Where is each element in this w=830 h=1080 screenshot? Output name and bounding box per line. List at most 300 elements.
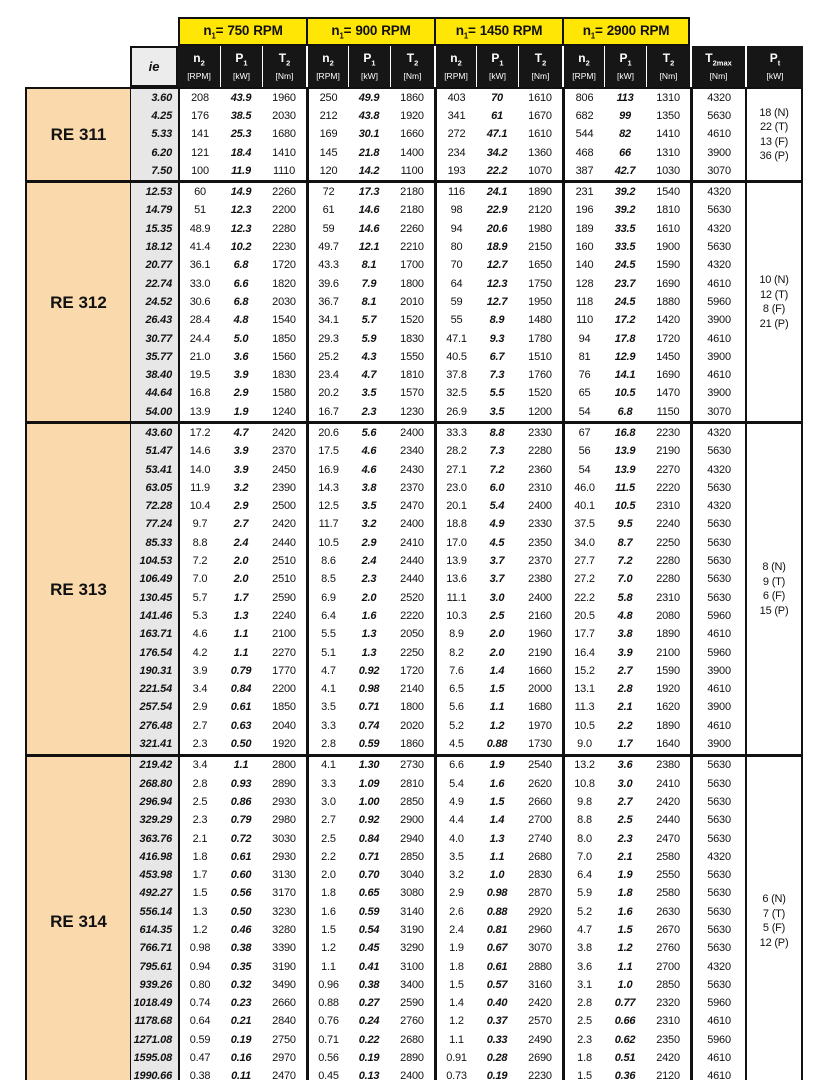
p1-value: 0.23 xyxy=(220,995,262,1013)
n2-value: 0.59 xyxy=(178,1031,220,1049)
n2-value: 0.38 xyxy=(178,1068,220,1080)
n2-value: 2.5 xyxy=(306,830,348,848)
column-header-p1-symbol xyxy=(477,52,518,69)
t2-value: 1520 xyxy=(390,312,434,330)
t2-value: 2930 xyxy=(262,848,306,866)
p1-value: 14.1 xyxy=(604,366,646,384)
n2-value: 4.0 xyxy=(434,830,476,848)
p1-value: 0.71 xyxy=(348,848,390,866)
p1-value: 1.9 xyxy=(476,754,518,775)
ie-value: 85.33 xyxy=(130,534,178,552)
t2max-value: 4610 xyxy=(690,275,745,293)
t2-value: 1820 xyxy=(262,275,306,293)
t2-value: 2900 xyxy=(390,812,434,830)
ie-value: 296.94 xyxy=(130,793,178,811)
t2max-value: 4320 xyxy=(690,257,745,275)
symbol-subscript: 2 xyxy=(329,58,334,68)
n2-value: 94 xyxy=(562,330,604,348)
p1-value: 0.38 xyxy=(220,940,262,958)
t2-value: 2370 xyxy=(262,443,306,461)
pt-value-line: 13 (F) xyxy=(759,135,789,148)
n2-value: 23.0 xyxy=(434,479,476,497)
n2-value: 341 xyxy=(434,107,476,125)
p1-value: 0.37 xyxy=(476,1013,518,1031)
t2-value: 2080 xyxy=(646,607,690,625)
t2max-value: 4610 xyxy=(690,1013,745,1031)
data-row xyxy=(25,180,803,201)
t2-value: 2310 xyxy=(646,589,690,607)
p1-value: 11.9 xyxy=(220,162,262,180)
data-row xyxy=(25,107,803,125)
t2-value: 2100 xyxy=(646,644,690,662)
t2max-value: 3070 xyxy=(690,162,745,180)
symbol-subscript: 1 xyxy=(243,58,248,68)
data-row xyxy=(25,498,803,516)
t2-value: 2580 xyxy=(646,885,690,903)
column-header-p1 xyxy=(220,46,262,87)
p1-value: 3.7 xyxy=(476,571,518,589)
t2max-value: 5630 xyxy=(690,940,745,958)
t2-value: 3160 xyxy=(518,976,562,994)
t2-value: 1690 xyxy=(646,366,690,384)
t2-value: 1620 xyxy=(646,699,690,717)
t2-value: 2030 xyxy=(262,293,306,311)
p1-value: 1.3 xyxy=(476,830,518,848)
n2-value: 28.4 xyxy=(178,312,220,330)
p1-value: 1.0 xyxy=(476,866,518,884)
t2-value: 2690 xyxy=(518,1049,562,1067)
p1-value: 0.59 xyxy=(348,735,390,753)
p1-value: 0.62 xyxy=(604,1031,646,1049)
n2-value: 26.9 xyxy=(434,403,476,421)
t2-value: 2260 xyxy=(390,220,434,238)
n2-value: 2.6 xyxy=(434,903,476,921)
t2-value: 1810 xyxy=(390,366,434,384)
p1-value: 0.79 xyxy=(220,812,262,830)
t2-value: 2330 xyxy=(518,516,562,534)
ie-value: 221.54 xyxy=(130,681,178,699)
p1-value: 3.7 xyxy=(476,552,518,570)
p1-value: 4.6 xyxy=(348,461,390,479)
p1-value: 1.1 xyxy=(220,626,262,644)
t2-value: 1810 xyxy=(646,202,690,220)
p1-value: 2.9 xyxy=(220,385,262,403)
n2-value: 7.6 xyxy=(434,662,476,680)
p1-value: 3.0 xyxy=(476,589,518,607)
p1-value: 24.5 xyxy=(604,293,646,311)
p1-value: 24.5 xyxy=(604,257,646,275)
column-header-p1-unit: [kW] xyxy=(233,70,250,81)
n2-value: 2.9 xyxy=(434,885,476,903)
ie-value: 63.05 xyxy=(130,479,178,497)
p1-value: 82 xyxy=(604,126,646,144)
n2-value: 208 xyxy=(178,87,220,107)
t2-value: 1680 xyxy=(518,699,562,717)
p1-value: 5.6 xyxy=(348,421,390,442)
column-header-n2-unit: [RPM] xyxy=(316,70,340,81)
t2max-value: 4320 xyxy=(690,421,745,442)
p1-value: 7.3 xyxy=(476,366,518,384)
n2-value: 118 xyxy=(562,293,604,311)
p1-value: 0.88 xyxy=(476,903,518,921)
t2-value: 3400 xyxy=(390,976,434,994)
p1-value: 8.7 xyxy=(604,534,646,552)
p1-value: 1.6 xyxy=(348,607,390,625)
p1-value: 2.3 xyxy=(348,403,390,421)
ie-value: 614.35 xyxy=(130,921,178,939)
n2-value: 140 xyxy=(562,257,604,275)
t2-value: 1580 xyxy=(262,385,306,403)
n2-value: 80 xyxy=(434,238,476,256)
n2-value: 81 xyxy=(562,348,604,366)
data-row xyxy=(25,293,803,311)
p1-value: 2.9 xyxy=(348,534,390,552)
t2-value: 3100 xyxy=(390,958,434,976)
column-header-pt-symbol xyxy=(747,52,803,69)
p1-value: 1.09 xyxy=(348,775,390,793)
column-header-n2-symbol xyxy=(564,52,604,69)
t2-value: 1980 xyxy=(518,220,562,238)
n2-value: 1.1 xyxy=(434,1031,476,1049)
p1-value: 2.0 xyxy=(476,644,518,662)
symbol-text: P xyxy=(235,51,244,66)
p1-value: 33.5 xyxy=(604,238,646,256)
p1-value: 18.4 xyxy=(220,144,262,162)
n2-value: 59 xyxy=(434,293,476,311)
ie-value: 329.29 xyxy=(130,812,178,830)
data-row xyxy=(25,534,803,552)
n2-value: 3.3 xyxy=(306,775,348,793)
t2-value: 2880 xyxy=(518,958,562,976)
p1-value: 6.6 xyxy=(220,275,262,293)
t2-value: 2410 xyxy=(390,534,434,552)
n2-value: 20.2 xyxy=(306,385,348,403)
ie-value: 795.61 xyxy=(130,958,178,976)
p1-value: 0.46 xyxy=(220,921,262,939)
p1-value: 39.2 xyxy=(604,202,646,220)
n2-value: 1.5 xyxy=(178,885,220,903)
n2-value: 100 xyxy=(178,162,220,180)
n2-value: 11.1 xyxy=(434,589,476,607)
column-header-p1-symbol xyxy=(605,52,646,69)
t2-value: 2020 xyxy=(390,717,434,735)
t2-value: 3030 xyxy=(262,830,306,848)
p1-value: 0.22 xyxy=(348,1031,390,1049)
t2max-value: 5630 xyxy=(690,775,745,793)
ie-value: 321.41 xyxy=(130,735,178,753)
p1-value: 2.5 xyxy=(604,812,646,830)
t2max-value: 5630 xyxy=(690,571,745,589)
n2-value: 0.76 xyxy=(306,1013,348,1031)
n2-value: 2.1 xyxy=(178,830,220,848)
t2-value: 2400 xyxy=(518,498,562,516)
column-header-t2 xyxy=(518,46,562,87)
n2-value: 4.1 xyxy=(306,754,348,775)
n2-value: 2.3 xyxy=(178,812,220,830)
t2-value: 2120 xyxy=(518,202,562,220)
p1-value: 12.7 xyxy=(476,293,518,311)
t2-value: 2250 xyxy=(390,644,434,662)
n2-value: 9.0 xyxy=(562,735,604,753)
data-row xyxy=(25,421,803,442)
p1-value: 17.2 xyxy=(604,312,646,330)
t2max-value: 4610 xyxy=(690,717,745,735)
t2-value: 1960 xyxy=(518,626,562,644)
t2-value: 2840 xyxy=(262,1013,306,1031)
p1-value: 0.60 xyxy=(220,866,262,884)
n2-value: 32.5 xyxy=(434,385,476,403)
t2-value: 2510 xyxy=(262,552,306,570)
symbol-text: T xyxy=(278,51,287,66)
n2-value: 403 xyxy=(434,87,476,107)
p1-value: 1.1 xyxy=(476,848,518,866)
n2-value: 5.2 xyxy=(562,903,604,921)
t2-value: 1590 xyxy=(646,662,690,680)
column-header-n2-symbol xyxy=(178,52,220,69)
n2-value: 0.73 xyxy=(434,1068,476,1080)
column-header-t2-unit: [Nm] xyxy=(403,70,422,81)
symbol-subscript: 2 xyxy=(200,58,205,68)
n2-value: 544 xyxy=(562,126,604,144)
n2-value: 43.3 xyxy=(306,257,348,275)
p1-value: 5.5 xyxy=(476,385,518,403)
t2-value: 2420 xyxy=(646,1049,690,1067)
p1-value: 3.5 xyxy=(476,403,518,421)
t2-value: 2440 xyxy=(262,534,306,552)
p1-value: 1.1 xyxy=(476,699,518,717)
t2-value: 1970 xyxy=(518,717,562,735)
column-header-t2max-symbol xyxy=(692,52,745,69)
p1-value: 0.71 xyxy=(348,699,390,717)
t2-value: 1750 xyxy=(518,275,562,293)
t2max-value: 5630 xyxy=(690,552,745,570)
n2-value: 121 xyxy=(178,144,220,162)
ie-value: 106.49 xyxy=(130,571,178,589)
t2-value: 2180 xyxy=(390,202,434,220)
t2-value: 1850 xyxy=(262,699,306,717)
speed-value: 1450 xyxy=(479,22,509,38)
n2-value: 98 xyxy=(434,202,476,220)
p1-value: 1.7 xyxy=(220,589,262,607)
n2-value: 5.7 xyxy=(178,589,220,607)
p1-value: 0.61 xyxy=(476,958,518,976)
column-header-p1 xyxy=(348,46,390,87)
t2-value: 1070 xyxy=(518,162,562,180)
t2-value: 2800 xyxy=(262,754,306,775)
symbol-text: T xyxy=(534,51,543,66)
p1-value: 6.8 xyxy=(604,403,646,421)
n2-value: 10.3 xyxy=(434,607,476,625)
column-header-p1-unit: [kW] xyxy=(361,70,378,81)
data-row xyxy=(25,793,803,811)
t2-value: 2310 xyxy=(518,479,562,497)
symbol-subscript: 2 xyxy=(670,58,675,68)
n2-value: 5.2 xyxy=(434,717,476,735)
p1-value: 5.4 xyxy=(476,498,518,516)
data-row xyxy=(25,126,803,144)
p1-value: 0.65 xyxy=(348,885,390,903)
symbol-text: n xyxy=(193,51,201,66)
n2-value: 1.6 xyxy=(306,903,348,921)
column-header-n2 xyxy=(306,46,348,87)
t2-value: 3280 xyxy=(262,921,306,939)
n2-value: 189 xyxy=(562,220,604,238)
p1-value: 0.74 xyxy=(348,717,390,735)
p1-value: 8.1 xyxy=(348,257,390,275)
t2-value: 1920 xyxy=(646,681,690,699)
t2-value: 2360 xyxy=(518,461,562,479)
t2-value: 2040 xyxy=(262,717,306,735)
n2-value: 40.5 xyxy=(434,348,476,366)
data-row xyxy=(25,958,803,976)
t2-value: 2700 xyxy=(518,812,562,830)
t2max-value: 4610 xyxy=(690,126,745,144)
data-row xyxy=(25,995,803,1013)
t2-value: 1680 xyxy=(262,126,306,144)
column-header-t2-symbol xyxy=(519,52,562,69)
n2-value: 6.9 xyxy=(306,589,348,607)
t2-value: 2850 xyxy=(646,976,690,994)
p1-value: 2.1 xyxy=(604,848,646,866)
column-header-row xyxy=(25,46,803,87)
t2-value: 1470 xyxy=(646,385,690,403)
symbol-text: T xyxy=(662,51,671,66)
t2-value: 1350 xyxy=(646,107,690,125)
t2max-value: 5630 xyxy=(690,534,745,552)
t2-value: 2030 xyxy=(262,107,306,125)
t2-value: 1830 xyxy=(262,366,306,384)
p1-value: 0.50 xyxy=(220,903,262,921)
p1-value: 0.21 xyxy=(220,1013,262,1031)
n2-value: 1.4 xyxy=(434,995,476,1013)
n2-value: 1.2 xyxy=(178,921,220,939)
t2-value: 1100 xyxy=(390,162,434,180)
t2max-value: 4610 xyxy=(690,330,745,348)
t2max-value: 5960 xyxy=(690,1031,745,1049)
p1-value: 0.19 xyxy=(476,1068,518,1080)
t2max-value: 5630 xyxy=(690,107,745,125)
speed-symbol: n xyxy=(203,22,212,38)
data-row xyxy=(25,903,803,921)
column-header-t2 xyxy=(262,46,306,87)
t2max-value: 5630 xyxy=(690,479,745,497)
n2-value: 33.0 xyxy=(178,275,220,293)
t2-value: 3290 xyxy=(390,940,434,958)
column-header-pt xyxy=(745,46,803,87)
symbol-subscript: 2max xyxy=(712,58,732,68)
t2-value: 2200 xyxy=(262,681,306,699)
speed-unit: RPM xyxy=(381,22,411,38)
n2-value: 3.3 xyxy=(306,717,348,735)
p1-value: 1.5 xyxy=(476,681,518,699)
n2-value: 60 xyxy=(178,180,220,201)
pt-value-line: 21 (P) xyxy=(759,317,789,330)
symbol-text: n xyxy=(450,51,458,66)
n2-value: 4.6 xyxy=(178,626,220,644)
p1-value: 61 xyxy=(476,107,518,125)
n2-value: 1.8 xyxy=(178,848,220,866)
t2-value: 3070 xyxy=(518,940,562,958)
t2-value: 2870 xyxy=(518,885,562,903)
t2max-value: 4320 xyxy=(690,180,745,201)
p1-value: 0.32 xyxy=(220,976,262,994)
n2-value: 21.0 xyxy=(178,348,220,366)
ie-value: 1990.66 xyxy=(130,1068,178,1080)
p1-value: 0.84 xyxy=(348,830,390,848)
p1-value: 2.4 xyxy=(348,552,390,570)
p1-value: 0.45 xyxy=(348,940,390,958)
t2-value: 2100 xyxy=(262,626,306,644)
n2-value: 3.9 xyxy=(178,662,220,680)
t2max-value: 3900 xyxy=(690,735,745,753)
t2-value: 1890 xyxy=(646,717,690,735)
p1-value: 1.9 xyxy=(220,403,262,421)
n2-value: 4.1 xyxy=(306,681,348,699)
ie-value: 18.12 xyxy=(130,238,178,256)
n2-value: 8.2 xyxy=(434,644,476,662)
data-row xyxy=(25,1013,803,1031)
t2-value: 2580 xyxy=(646,848,690,866)
n2-value: 8.5 xyxy=(306,571,348,589)
ie-value: 24.52 xyxy=(130,293,178,311)
data-row xyxy=(25,202,803,220)
p1-value: 0.59 xyxy=(348,903,390,921)
t2-value: 2670 xyxy=(646,921,690,939)
column-header-n2 xyxy=(562,46,604,87)
ie-value: 492.27 xyxy=(130,885,178,903)
symbol-subscript: 1 xyxy=(499,58,504,68)
ie-value: 276.48 xyxy=(130,717,178,735)
n2-value: 116 xyxy=(434,180,476,201)
data-row xyxy=(25,830,803,848)
n2-value: 11.3 xyxy=(562,699,604,717)
column-header-t2-unit: [Nm] xyxy=(659,70,678,81)
n2-value: 10.4 xyxy=(178,498,220,516)
t2-value: 1660 xyxy=(518,662,562,680)
p1-value: 4.3 xyxy=(348,348,390,366)
symbol-text: T xyxy=(705,51,713,66)
t2-value: 1420 xyxy=(646,312,690,330)
column-header-p1-unit: [kW] xyxy=(489,70,506,81)
p1-value: 0.33 xyxy=(476,1031,518,1049)
data-row xyxy=(25,366,803,384)
n2-value: 2.0 xyxy=(306,866,348,884)
t2-value: 2760 xyxy=(646,940,690,958)
p1-value: 5.7 xyxy=(348,312,390,330)
data-row xyxy=(25,257,803,275)
ie-value: 4.25 xyxy=(130,107,178,125)
t2-value: 2810 xyxy=(390,775,434,793)
n2-value: 19.5 xyxy=(178,366,220,384)
p1-value: 4.5 xyxy=(476,534,518,552)
n2-value: 13.9 xyxy=(178,403,220,421)
p1-value: 6.8 xyxy=(220,257,262,275)
n2-value: 16.9 xyxy=(306,461,348,479)
p1-value: 2.7 xyxy=(604,793,646,811)
n2-value: 5.3 xyxy=(178,607,220,625)
n2-value: 1.5 xyxy=(434,976,476,994)
t2-value: 3080 xyxy=(390,885,434,903)
n2-value: 0.91 xyxy=(434,1049,476,1067)
t2-value: 2310 xyxy=(646,1013,690,1031)
data-row xyxy=(25,275,803,293)
t2-value: 2620 xyxy=(518,775,562,793)
t2-value: 2630 xyxy=(646,903,690,921)
n2-value: 0.88 xyxy=(306,995,348,1013)
speed-unit: RPM xyxy=(512,22,543,38)
p1-value: 0.81 xyxy=(476,921,518,939)
p1-value: 0.63 xyxy=(220,717,262,735)
